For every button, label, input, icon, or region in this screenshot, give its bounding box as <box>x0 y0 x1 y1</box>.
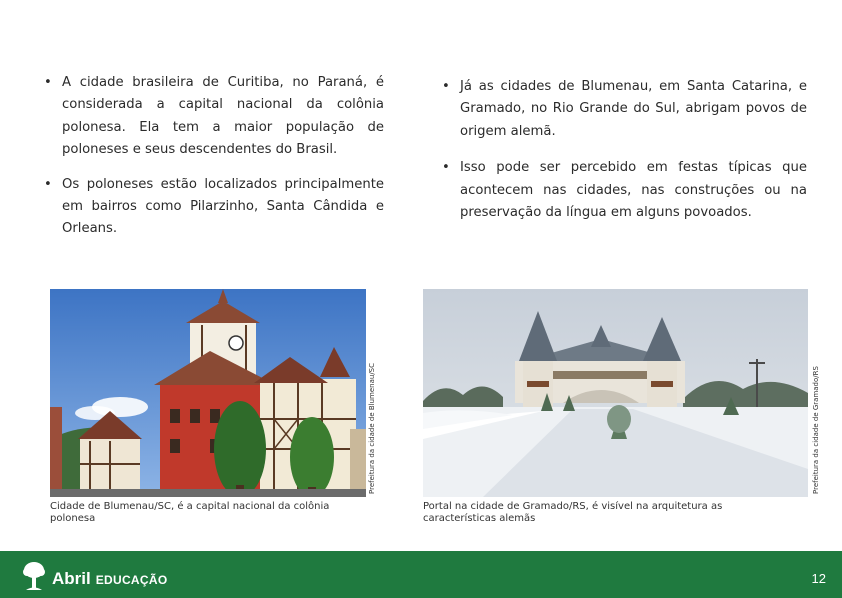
abril-educacao-logo <box>22 559 167 591</box>
right-text-column <box>440 76 807 224</box>
bullet-poloneses-bairros: • Os poloneses estão localizados principalmente em bairros como Pilarzinho, Santa Cândida e Orleans. <box>42 174 384 241</box>
bullet-festas-tipicas: • Isso pode ser percebido em festas típicas que acontecem nas cidades, nas construções ou na preservação da língua em alguns povoados. <box>440 157 807 224</box>
photo-credit-gramado: Prefeitura da cidade de Gramado/RS <box>812 366 820 494</box>
photo-credit-blumenau: Prefeitura da cidade de Blumenau/SC <box>368 362 376 494</box>
blumenau-photo <box>50 289 366 497</box>
bullet-curitiba: • A cidade brasileira de Curitiba, no Paraná, é considerada a capital nacional da colônia polonesa. Ela tem a maior população de poloneses e seus descendentes do Brasil. <box>42 72 384 162</box>
gramado-photo <box>423 289 808 497</box>
bullet-blumenau-gramado: • Já as cidades de Blumenau, em Santa Catarina, e Gramado, no Rio Grande do Sul, abrigam povos de origem alemã. <box>440 76 807 143</box>
brand-name: Abril <box>52 569 91 588</box>
caption-blumenau: Cidade de Blumenau/SC, é a capital nacional da colônia polonesa <box>50 501 330 524</box>
caption-gramado: Portal na cidade de Gramado/RS, é visível na arquitetura as características alemãs <box>423 501 723 524</box>
brand-subtitle: EDUCAÇÃO <box>95 573 168 587</box>
tree-logo-icon <box>22 561 46 591</box>
left-text-column <box>42 72 384 241</box>
footer-bar <box>0 551 842 598</box>
page-number: 12 <box>811 571 826 586</box>
